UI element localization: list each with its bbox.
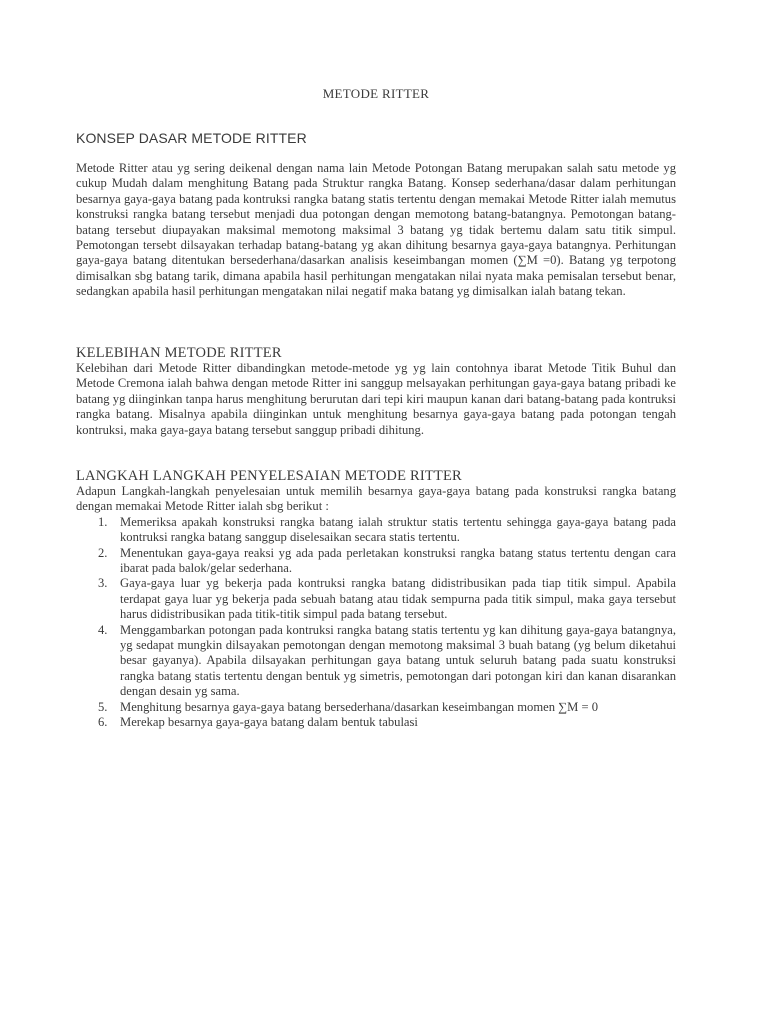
list-item-text: Merekap besarnya gaya-gaya batang dalam bentuk tabulasi xyxy=(120,715,418,730)
list-item-text: Memeriksa apakah konstruksi rangka batang ialah struktur statis tertentu sehingga gaya-gaya batang pada kontruksi rangka batang sanggup diselesaikan secara statis tertentu. xyxy=(120,514,676,545)
list-item-text: Gaya-gaya luar yg bekerja pada kontruksi rangka batang didistribusikan pada tiap titik simpul. Apabila terdapat gaya luar yg bekerja pada sebuah batang atau tidak sempurna pada titik simpul, maka gaya tersebut harus didistribusikan pada titik-titik simpul pada batang tersebut. xyxy=(120,576,676,622)
list-item-text: Menentukan gaya-gaya reaksi yg ada pada perletakan konstruksi rangka batang status tertentu dengan cara ibarat pada balok/gelar sederhana. xyxy=(120,545,676,576)
list-item-number: 4. xyxy=(98,622,108,637)
section-langkah xyxy=(76,468,676,731)
list-item xyxy=(76,515,676,546)
list-item-number: 1. xyxy=(98,514,108,529)
list-item-number: 5. xyxy=(98,699,108,714)
list-item xyxy=(76,576,676,622)
section-paragraph: Adapun Langkah-langkah penyelesaian untuk memilih besarnya gaya-gaya batang pada konstruksi rangka batang dengan memakai Metode Ritter ialah sbg berikut : xyxy=(76,484,676,514)
list-item-number: 3. xyxy=(98,576,108,591)
list-item-number: 2. xyxy=(98,545,108,560)
section-paragraph: Metode Ritter atau yg sering deikenal dengan nama lain Metode Potongan Batang merupakan salah satu metode yg cukup Mudah dalam menghitung Batang pada Struktur rangka Batang. Konsep sederhana/dasar dalam perhitungan besarnya gaya-gaya batang pada kontruksi rangka batang statis tertentu dengan memakai Metode Ritter ialah memutus konstruksi rangka batang tersebut menjadi dua potongan dengan memotong batang-batangnya. Pemotongan batang-batang tersebut diupayakan maksimal memotong maksimal 3 batang yg tidak bertemu dalam satu titik simpul. Pemotongan tersebt dilsayakan terhadap batang-batang yg akan dihitung besarnya gaya-gaya batangnya. Perhitungan gaya-gaya batang ditentukan bersederhana/dasarkan analisis keseimbangan momen (∑M =0). Batang yg terpotong dimisalkan sbg batang tarik, dimana apabila hasil perhitungan mengatakan nilai nyata maka pemisalan tersebut benar, sedangkan apabila hasil perhitungan mengatakan nilai negatif maka batang yg dimisalkan ialah batang tekan. xyxy=(76,161,676,299)
section-heading: KONSEP DASAR METODE RITTER xyxy=(76,130,307,146)
list-item xyxy=(76,623,676,700)
list-item xyxy=(76,546,676,577)
section-heading: KELEBIHAN METODE RITTER xyxy=(76,345,282,361)
list-item-number: 6. xyxy=(98,715,108,730)
section-kelebihan xyxy=(76,345,676,438)
section-konsep-dasar xyxy=(76,130,676,300)
section-paragraph: Kelebihan dari Metode Ritter dibandingkan metode-metode yg yg lain contohnya ibarat Metode Titik Buhul dan Metode Cremona ialah bahwa dengan metode Ritter ini sanggup melsayakan perhitungan gaya-gaya batang pribadi ke batang yg diinginkan tanpa harus menghitung berurutan dari tepi kiri maupun kanan dari batang-batang pada kontruksi rangka batang. Misalnya apabila diinginkan untuk menghitung besarnya gaya-gaya batang pada potongan tengah kontruksi, maka gaya-gaya batang tersebut sanggup pribadi dihitung. xyxy=(76,361,676,437)
list-item-text: Menggambarkan potongan pada kontruksi rangka batang statis tertentu yg kan dihitung gaya-gaya batangnya, yg sedapat mungkin dilsayakan pemotongan dengan memotong maksimal 3 buah batang (yg belum diketahui besar gayanya). Apabila dilsayakan perhitungan gaya batang untuk seluruh batang pada suatu konstruksi rangka batang statis tertentu dengan bentuk yg simetris, pemotongan dari potongan kiri dan kanan disarankan dengan desain yg sama. xyxy=(120,622,676,699)
list-item xyxy=(76,700,676,715)
section-heading: LANGKAH LANGKAH PENYELESAIAN METODE RITTER xyxy=(76,468,462,484)
steps-list xyxy=(76,515,676,731)
list-item xyxy=(76,715,676,730)
list-item-text: Menghitung besarnya gaya-gaya batang bersederhana/dasarkan keseimbangan momen ∑M = 0 xyxy=(120,699,599,714)
document-title: METODE RITTER xyxy=(322,86,430,101)
